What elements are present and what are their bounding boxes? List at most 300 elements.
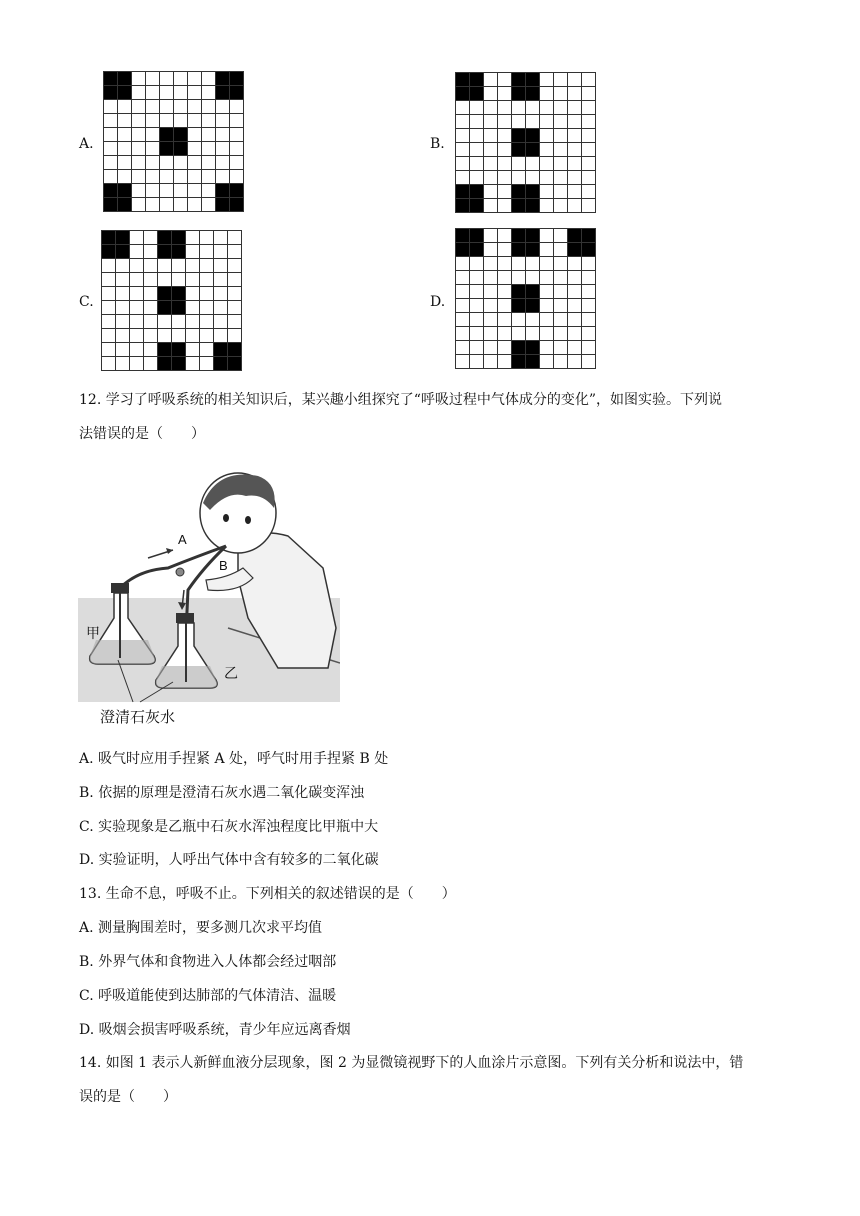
grid-cell xyxy=(554,115,568,129)
grid-cell xyxy=(230,128,244,142)
grid-cell xyxy=(118,198,132,212)
grid-cell xyxy=(146,142,160,156)
q11-option-a-label: A. xyxy=(79,136,94,152)
grid-cell xyxy=(146,114,160,128)
grid-cell xyxy=(512,87,526,101)
grid-cell xyxy=(470,199,484,213)
grid-cell xyxy=(144,315,158,329)
grid-cell xyxy=(146,86,160,100)
grid-cell xyxy=(498,115,512,129)
grid-cell xyxy=(230,142,244,156)
grid-cell xyxy=(484,327,498,341)
grid-cell xyxy=(116,343,130,357)
grid-cell xyxy=(568,341,582,355)
grid-cell xyxy=(188,100,202,114)
grid-cell xyxy=(470,157,484,171)
grid-cell xyxy=(202,142,216,156)
grid-cell xyxy=(554,243,568,257)
grid-cell xyxy=(130,231,144,245)
grid-cell xyxy=(582,101,596,115)
grid-cell xyxy=(202,170,216,184)
grid-cell xyxy=(498,143,512,157)
grid-cell xyxy=(186,357,200,371)
grid-cell xyxy=(470,299,484,313)
grid-cell xyxy=(174,170,188,184)
grid-cell xyxy=(526,285,540,299)
grid-cell xyxy=(568,101,582,115)
q11-option-b-grid xyxy=(455,72,596,213)
grid-cell xyxy=(158,301,172,315)
grid-cell xyxy=(554,285,568,299)
grid-cell xyxy=(174,100,188,114)
grid-cell xyxy=(470,313,484,327)
grid-cell xyxy=(554,171,568,185)
grid-cell xyxy=(118,142,132,156)
grid-cell xyxy=(540,313,554,327)
grid-cell xyxy=(526,101,540,115)
grid-cell xyxy=(526,185,540,199)
grid-cell xyxy=(160,72,174,86)
grid-cell xyxy=(554,185,568,199)
grid-cell xyxy=(540,115,554,129)
grid-cell xyxy=(118,86,132,100)
grid-cell xyxy=(174,86,188,100)
grid-cell xyxy=(582,355,596,369)
grid-cell xyxy=(456,157,470,171)
grid-cell xyxy=(158,287,172,301)
grid-cell xyxy=(160,86,174,100)
grid-cell xyxy=(158,245,172,259)
grid-cell xyxy=(160,170,174,184)
grid-cell xyxy=(228,259,242,273)
grid-cell xyxy=(484,299,498,313)
grid-cell xyxy=(540,285,554,299)
grid-cell xyxy=(582,171,596,185)
grid-cell xyxy=(470,171,484,185)
grid-cell xyxy=(144,301,158,315)
grid-cell xyxy=(526,73,540,87)
grid-cell xyxy=(160,100,174,114)
grid-cell xyxy=(172,301,186,315)
grid-cell xyxy=(116,287,130,301)
grid-cell xyxy=(470,87,484,101)
grid-cell xyxy=(116,315,130,329)
grid-cell xyxy=(230,114,244,128)
grid-cell xyxy=(130,301,144,315)
grid-cell xyxy=(144,287,158,301)
grid-cell xyxy=(144,329,158,343)
grid-cell xyxy=(116,273,130,287)
grid-cell xyxy=(512,271,526,285)
grid-cell xyxy=(484,115,498,129)
grid-cell xyxy=(540,129,554,143)
q13-option-d: D. 吸烟会损害呼吸系统，青少年应远离香烟 xyxy=(79,1022,351,1038)
grid-cell xyxy=(582,157,596,171)
grid-cell xyxy=(456,313,470,327)
grid-cell xyxy=(144,259,158,273)
grid-cell xyxy=(512,285,526,299)
grid-cell xyxy=(470,143,484,157)
grid-cell xyxy=(188,170,202,184)
grid-cell xyxy=(498,327,512,341)
grid-cell xyxy=(216,198,230,212)
grid-cell xyxy=(186,343,200,357)
grid-cell xyxy=(582,229,596,243)
grid-cell xyxy=(526,271,540,285)
grid-cell xyxy=(484,271,498,285)
grid-cell xyxy=(104,100,118,114)
grid-cell xyxy=(200,315,214,329)
grid-cell xyxy=(470,327,484,341)
grid-cell xyxy=(102,287,116,301)
grid-cell xyxy=(568,355,582,369)
grid-cell xyxy=(116,259,130,273)
grid-cell xyxy=(484,185,498,199)
grid-cell xyxy=(456,199,470,213)
grid-cell xyxy=(470,257,484,271)
grid-cell xyxy=(484,341,498,355)
grid-cell xyxy=(470,129,484,143)
grid-cell xyxy=(540,101,554,115)
grid-cell xyxy=(568,129,582,143)
grid-cell xyxy=(540,185,554,199)
grid-cell xyxy=(158,315,172,329)
grid-cell xyxy=(456,73,470,87)
grid-cell xyxy=(158,273,172,287)
grid-cell xyxy=(230,184,244,198)
q11-option-d-label: D. xyxy=(430,294,446,310)
grid-cell xyxy=(526,199,540,213)
grid-cell xyxy=(512,341,526,355)
grid-cell xyxy=(214,245,228,259)
grid-cell xyxy=(484,285,498,299)
grid-cell xyxy=(118,170,132,184)
grid-cell xyxy=(102,329,116,343)
grid-cell xyxy=(554,229,568,243)
grid-cell xyxy=(104,72,118,86)
grid-cell xyxy=(230,100,244,114)
grid-cell xyxy=(456,271,470,285)
grid-cell xyxy=(200,329,214,343)
grid-cell xyxy=(512,143,526,157)
grid-cell xyxy=(130,315,144,329)
grid-cell xyxy=(498,199,512,213)
grid-cell xyxy=(158,343,172,357)
q11-option-d-grid xyxy=(455,228,596,369)
grid-cell xyxy=(554,101,568,115)
grid-cell xyxy=(200,301,214,315)
q12-option-a: A. 吸气时应用手捏紧 A 处，呼气时用手捏紧 B 处 xyxy=(79,751,389,767)
grid-cell xyxy=(160,128,174,142)
grid-cell xyxy=(116,329,130,343)
grid-cell xyxy=(512,157,526,171)
grid-cell xyxy=(470,341,484,355)
grid-cell xyxy=(216,114,230,128)
grid-cell xyxy=(526,341,540,355)
label-a: A xyxy=(178,532,187,547)
grid-cell xyxy=(172,231,186,245)
grid-cell xyxy=(172,273,186,287)
grid-cell xyxy=(456,327,470,341)
grid-cell xyxy=(498,129,512,143)
grid-cell xyxy=(526,243,540,257)
q12-option-d: D. 实验证明，人呼出气体中含有较多的二氧化碳 xyxy=(79,852,379,868)
q12-option-b: B. 依据的原理是澄清石灰水遇二氧化碳变浑浊 xyxy=(79,785,365,801)
grid-cell xyxy=(144,357,158,371)
grid-cell xyxy=(540,229,554,243)
grid-cell xyxy=(456,129,470,143)
grid-cell xyxy=(102,357,116,371)
grid-cell xyxy=(498,243,512,257)
grid-cell xyxy=(132,156,146,170)
grid-cell xyxy=(582,285,596,299)
grid-cell xyxy=(582,243,596,257)
grid-cell xyxy=(230,72,244,86)
q12-option-c: C. 实验现象是乙瓶中石灰水浑浊程度比甲瓶中大 xyxy=(79,819,379,835)
grid-cell xyxy=(554,271,568,285)
grid-cell xyxy=(230,156,244,170)
grid-cell xyxy=(456,87,470,101)
grid-cell xyxy=(144,231,158,245)
grid-cell xyxy=(582,129,596,143)
grid-cell xyxy=(172,357,186,371)
grid-cell xyxy=(554,143,568,157)
grid-cell xyxy=(200,231,214,245)
grid-cell xyxy=(498,73,512,87)
grid-cell xyxy=(540,299,554,313)
grid-cell xyxy=(526,229,540,243)
grid-cell xyxy=(554,299,568,313)
q12-stem-line-1: 12. 学习了呼吸系统的相关知识后，某兴趣小组探究了“呼吸过程中气体成分的变化”，如图实验。下列说 xyxy=(79,392,723,408)
q13-stem: 13. 生命不息，呼吸不止。下列相关的叙述错误的是（ ） xyxy=(79,886,456,902)
grid-cell xyxy=(456,143,470,157)
grid-cell xyxy=(102,343,116,357)
grid-cell xyxy=(582,199,596,213)
grid-cell xyxy=(568,313,582,327)
grid-cell xyxy=(188,142,202,156)
grid-cell xyxy=(484,171,498,185)
grid-cell xyxy=(512,171,526,185)
grid-cell xyxy=(118,100,132,114)
grid-cell xyxy=(554,341,568,355)
q11-option-b-label: B. xyxy=(430,136,445,152)
grid-cell xyxy=(216,142,230,156)
grid-cell xyxy=(132,128,146,142)
grid-cell xyxy=(582,185,596,199)
grid-cell xyxy=(568,257,582,271)
q13-option-b: B. 外界气体和食物进入人体都会经过咽部 xyxy=(79,954,337,970)
grid-cell xyxy=(228,273,242,287)
grid-cell xyxy=(160,114,174,128)
grid-cell xyxy=(484,129,498,143)
grid-cell xyxy=(216,72,230,86)
q11-option-c-grid xyxy=(101,230,242,371)
grid-cell xyxy=(200,245,214,259)
grid-cell xyxy=(158,231,172,245)
grid-cell xyxy=(498,185,512,199)
grid-cell xyxy=(470,285,484,299)
grid-cell xyxy=(186,259,200,273)
q11-option-a-grid xyxy=(103,71,244,212)
grid-cell xyxy=(174,156,188,170)
grid-cell xyxy=(132,72,146,86)
grid-cell xyxy=(160,184,174,198)
grid-cell xyxy=(104,128,118,142)
grid-cell xyxy=(132,198,146,212)
grid-cell xyxy=(512,257,526,271)
grid-cell xyxy=(130,357,144,371)
grid-cell xyxy=(582,271,596,285)
grid-cell xyxy=(540,243,554,257)
grid-cell xyxy=(216,128,230,142)
grid-cell xyxy=(214,343,228,357)
grid-cell xyxy=(470,271,484,285)
q13-option-a: A. 测量胸围差时，要多测几次求平均值 xyxy=(79,920,323,936)
grid-cell xyxy=(554,157,568,171)
grid-cell xyxy=(526,355,540,369)
grid-cell xyxy=(228,329,242,343)
grid-cell xyxy=(186,231,200,245)
grid-cell xyxy=(540,271,554,285)
grid-cell xyxy=(216,170,230,184)
grid-cell xyxy=(214,301,228,315)
grid-cell xyxy=(554,355,568,369)
grid-cell xyxy=(512,355,526,369)
label-yi: 乙 xyxy=(224,665,238,681)
grid-cell xyxy=(188,72,202,86)
grid-cell xyxy=(470,229,484,243)
grid-cell xyxy=(526,257,540,271)
grid-cell xyxy=(568,143,582,157)
grid-cell xyxy=(456,341,470,355)
grid-cell xyxy=(102,315,116,329)
grid-cell xyxy=(456,171,470,185)
grid-cell xyxy=(456,299,470,313)
grid-cell xyxy=(132,142,146,156)
grid-cell xyxy=(230,86,244,100)
grid-cell xyxy=(498,285,512,299)
grid-cell xyxy=(512,313,526,327)
grid-cell xyxy=(214,259,228,273)
grid-cell xyxy=(526,115,540,129)
grid-cell xyxy=(470,73,484,87)
grid-cell xyxy=(186,329,200,343)
grid-cell xyxy=(526,313,540,327)
grid-cell xyxy=(540,257,554,271)
grid-cell xyxy=(470,185,484,199)
grid-cell xyxy=(484,355,498,369)
grid-cell xyxy=(174,142,188,156)
grid-cell xyxy=(498,257,512,271)
grid-cell xyxy=(214,315,228,329)
grid-cell xyxy=(456,355,470,369)
grid-cell xyxy=(216,156,230,170)
grid-cell xyxy=(568,185,582,199)
grid-cell xyxy=(160,198,174,212)
grid-cell xyxy=(582,313,596,327)
grid-cell xyxy=(512,299,526,313)
figure-caption: 澄清石灰水 xyxy=(100,709,176,726)
grid-cell xyxy=(484,87,498,101)
grid-cell xyxy=(456,229,470,243)
grid-cell xyxy=(568,73,582,87)
grid-cell xyxy=(188,114,202,128)
grid-cell xyxy=(214,231,228,245)
grid-cell xyxy=(484,157,498,171)
grid-cell xyxy=(200,273,214,287)
grid-cell xyxy=(228,357,242,371)
grid-cell xyxy=(202,114,216,128)
grid-cell xyxy=(582,87,596,101)
grid-cell xyxy=(484,313,498,327)
grid-cell xyxy=(526,87,540,101)
grid-cell xyxy=(144,245,158,259)
grid-cell xyxy=(118,128,132,142)
grid-cell xyxy=(484,143,498,157)
grid-cell xyxy=(160,142,174,156)
grid-cell xyxy=(540,355,554,369)
grid-cell xyxy=(102,273,116,287)
grid-cell xyxy=(228,315,242,329)
grid-cell xyxy=(214,273,228,287)
grid-cell xyxy=(484,73,498,87)
grid-cell xyxy=(102,259,116,273)
grid-cell xyxy=(104,170,118,184)
grid-cell xyxy=(132,170,146,184)
grid-cell xyxy=(118,184,132,198)
grid-cell xyxy=(484,229,498,243)
grid-cell xyxy=(526,299,540,313)
grid-cell xyxy=(118,72,132,86)
grid-cell xyxy=(200,287,214,301)
grid-cell xyxy=(540,157,554,171)
breathing-experiment-figure xyxy=(78,468,340,728)
q14-stem-line-1: 14. 如图 1 表示人新鲜血液分层现象，图 2 为显微镜视野下的人血涂片示意图。下列有关分析和说法中，错 xyxy=(79,1055,744,1071)
grid-cell xyxy=(172,245,186,259)
grid-cell xyxy=(202,86,216,100)
grid-cell xyxy=(214,329,228,343)
grid-cell xyxy=(568,271,582,285)
grid-cell xyxy=(132,86,146,100)
grid-cell xyxy=(130,273,144,287)
grid-cell xyxy=(188,128,202,142)
grid-cell xyxy=(484,243,498,257)
grid-cell xyxy=(214,357,228,371)
grid-cell xyxy=(582,299,596,313)
grid-cell xyxy=(228,301,242,315)
grid-cell xyxy=(568,157,582,171)
label-b: B xyxy=(219,558,228,573)
grid-cell xyxy=(146,198,160,212)
q12-stem-line-2: 法错误的是（ ） xyxy=(79,426,205,442)
grid-cell xyxy=(104,142,118,156)
grid-cell xyxy=(132,184,146,198)
grid-cell xyxy=(568,299,582,313)
grid-cell xyxy=(540,143,554,157)
grid-cell xyxy=(102,245,116,259)
grid-cell xyxy=(172,315,186,329)
grid-cell xyxy=(188,184,202,198)
grid-cell xyxy=(526,143,540,157)
grid-cell xyxy=(188,156,202,170)
flask-yi-stopper xyxy=(176,613,194,623)
grid-cell xyxy=(174,184,188,198)
grid-cell xyxy=(526,157,540,171)
grid-cell xyxy=(456,243,470,257)
grid-cell xyxy=(186,287,200,301)
grid-cell xyxy=(582,327,596,341)
grid-cell xyxy=(568,171,582,185)
